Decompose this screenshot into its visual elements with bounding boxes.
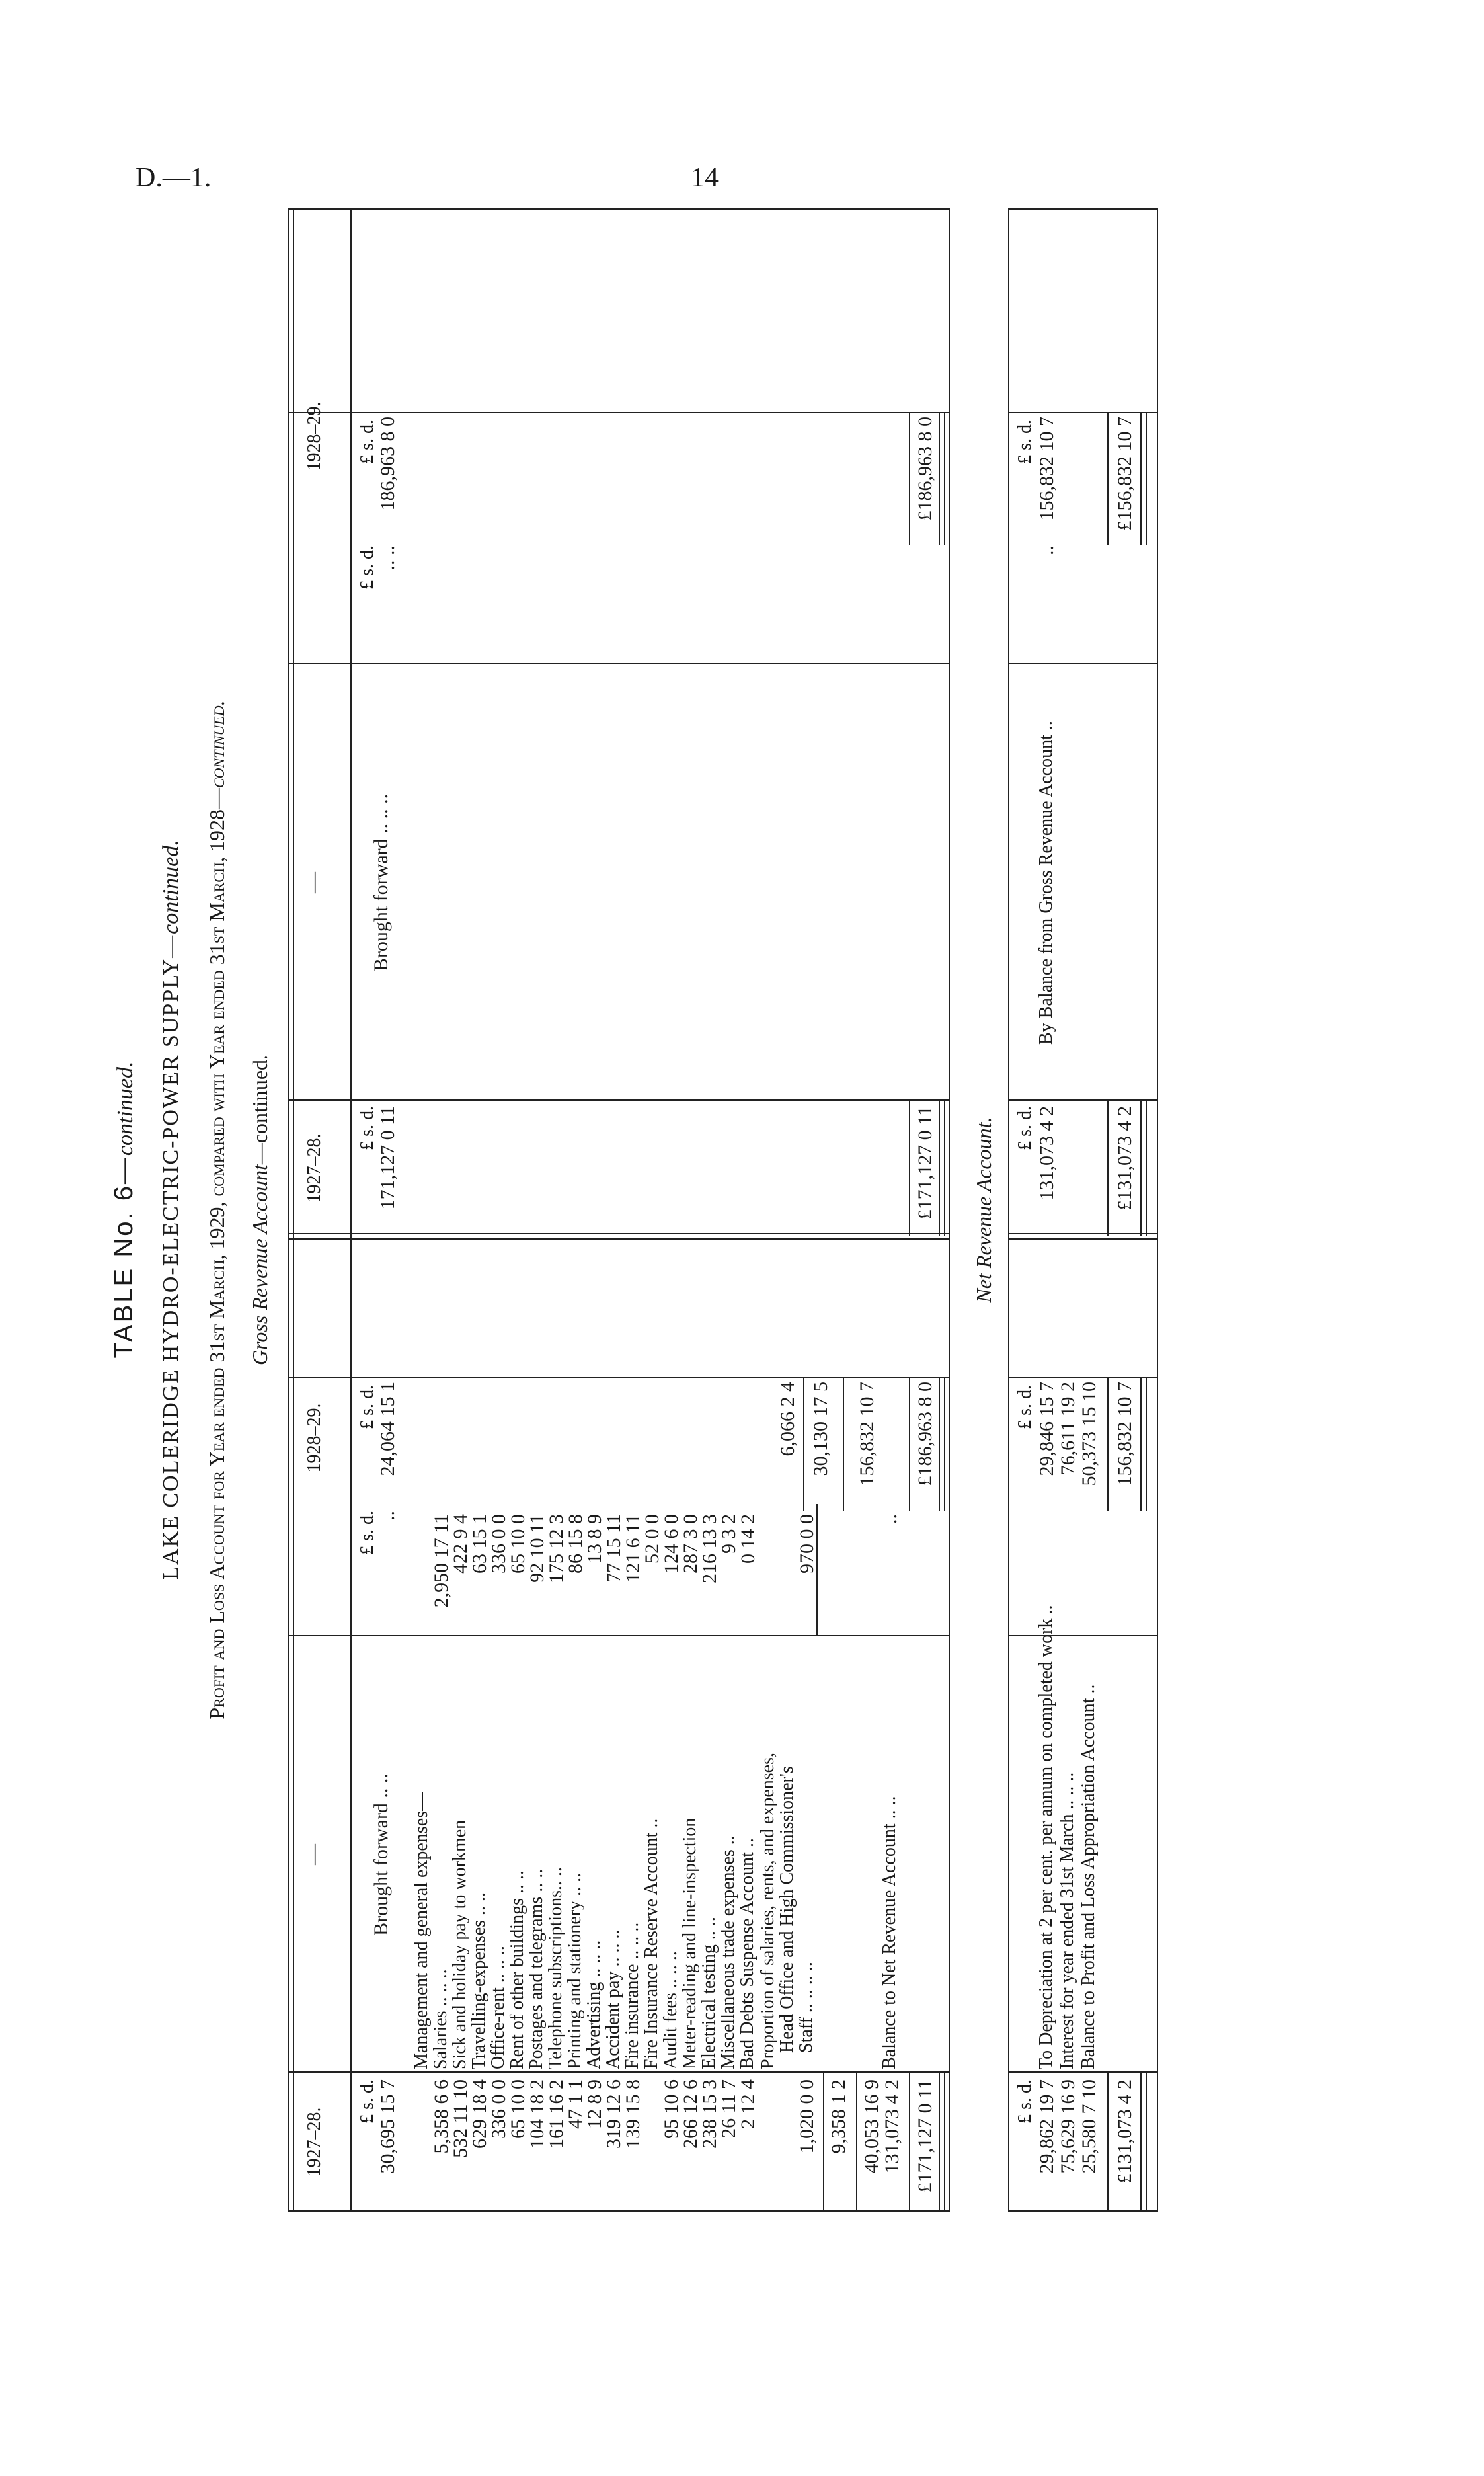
row-prev-value: 532 11 10 [449, 2079, 471, 2158]
gross-header-rule [350, 208, 352, 2212]
page-reference: D.—1. [136, 163, 212, 193]
net-border [1008, 208, 1157, 210]
col-divider [1008, 1099, 1157, 1101]
sub-prev: 9,358 1 2 [828, 2079, 849, 2154]
hdr-left-1927: 1927–28. [304, 2107, 325, 2177]
total-rule [1107, 413, 1109, 545]
r-total-cur: £186,963 8 0 [914, 417, 936, 521]
page-number: 14 [691, 163, 719, 193]
row-cur-value: 86 15 8 [565, 1514, 586, 1574]
hdr-left-1929: 1928–29. [304, 1403, 325, 1473]
row-prev-value: 47 1 1 [565, 2079, 586, 2129]
prop-prev: 1,020 0 0 [796, 2079, 818, 2154]
row-cur-value: 9 3 2 [718, 1514, 740, 1554]
row-label: Advertising .. .. .. [584, 1940, 604, 2069]
row-cur-value: 336 0 0 [488, 1514, 510, 1574]
net-top-border [1008, 208, 1009, 2212]
row-prev-value: 629 18 4 [469, 2079, 490, 2149]
net-r-prev: 131,073 4 2 [1036, 1106, 1058, 1201]
lsd-label: £ s. d. [1015, 1106, 1035, 1150]
prop-cur: 970 0 0 [796, 1514, 818, 1574]
row-prev-value: 2 12 4 [737, 2079, 759, 2129]
row-label: Office-rent .. .. .. [488, 1946, 508, 2069]
prop-label-2: Head Office and High Commissioner's [777, 1766, 797, 2053]
row-cur-value: 422 9 4 [449, 1514, 471, 1574]
row-cur-value: 13 8 9 [584, 1514, 605, 1564]
col-divider [1008, 1377, 1157, 1378]
net-r-total-prev: £131,073 4 2 [1114, 1106, 1136, 1211]
prop-label-1: Proportion of salaries, rents, and expenses, [758, 1753, 778, 2069]
net-row-label: To Depreciation at 2 per cent. per annum on completed work .. [1036, 1605, 1056, 2069]
r-total-prev: £171,127 0 11 [914, 1106, 936, 1220]
hdr-left-desc: — [301, 1844, 325, 1865]
bal-cur: 156,832 10 7 [856, 1382, 878, 1486]
total-rule [909, 1101, 910, 1236]
col-divider [1008, 412, 1157, 413]
bal-label: Balance to Net Revenue Account .. .. [879, 1796, 900, 2069]
r-bf-prev: 171,127 0 11 [377, 1106, 399, 1210]
row-prev-value: 238 15 3 [699, 2079, 721, 2149]
total-double-rule [939, 2073, 945, 2212]
net-row-prev-value: 29,862 19 7 [1036, 2079, 1058, 2174]
bf-dots: .. [377, 1511, 399, 1521]
total-rule [909, 413, 910, 545]
total-rule [1107, 1378, 1109, 1511]
row-prev-value: 12 8 9 [584, 2079, 605, 2129]
hdr-right-1929: 1928–29. [304, 401, 325, 471]
lsd-label: £ s. d. [357, 2079, 377, 2124]
net-r-total-cur: £156,832 10 7 [1114, 417, 1136, 531]
net-r-label: By Balance from Gross Revenue Account .. [1036, 721, 1056, 1045]
col-divider [288, 1377, 949, 1378]
total-double-rule [1140, 2073, 1147, 2212]
account-title: Profit and Loss Account for Year ended 31st March, 1929, compared with Year ended 31st March, 1928—continued. [205, 700, 229, 1720]
row-prev-value: 104 18 2 [526, 2079, 548, 2149]
prop-label-3: Staff .. .. .. .. [796, 1962, 816, 2053]
lsd-label: £ s. d. [1015, 420, 1035, 464]
row-label: Telephone subscriptions.. .. [545, 1867, 566, 2069]
row-label: Electrical testing .. .. [699, 1917, 719, 2069]
lsd-label: £ s. d. [357, 1106, 377, 1150]
total-double-rule [1140, 1378, 1147, 1511]
net-row-label: Balance to Profit and Loss Appropriation Account .. [1078, 1684, 1099, 2069]
net-bottom-border [1157, 208, 1158, 2212]
gross-account-title: Gross Revenue Account—continued. [248, 1054, 272, 1366]
row-prev-value: 161 16 2 [545, 2079, 567, 2149]
table-title: TABLE No. 6—continued. [109, 1061, 138, 1359]
r-bf-label: Brought forward .. .. .. [370, 793, 392, 972]
net-r-dots: .. [1036, 545, 1058, 555]
row-cur-value: 63 15 1 [469, 1514, 490, 1574]
lsd-label: £ s. d. [1015, 1385, 1035, 1429]
supply-title: LAKE COLERIDGE HYDRO-ELECTRIC-POWER SUPPLY—continued. [159, 840, 183, 1580]
col-divider [1008, 663, 1157, 664]
row-label: Travelling-expenses .. .. [469, 1892, 489, 2069]
row-cur-value: 175 12 3 [545, 1514, 567, 1583]
bf-label: Brought forward .. .. [370, 1773, 392, 1936]
net-row-cur-value: 76,611 19 2 [1057, 1382, 1079, 1476]
col-divider [288, 412, 949, 413]
bal-dots: .. [879, 1514, 901, 1524]
row-label: Sick and holiday pay to workmen [449, 1819, 470, 2069]
row-prev-value: 95 10 6 [660, 2079, 682, 2139]
total-double-rule [939, 413, 945, 545]
total-rule [909, 2073, 910, 2212]
net-r-cur: 156,832 10 7 [1036, 417, 1058, 521]
net-row-prev-value: 25,580 7 10 [1078, 2079, 1100, 2174]
row-label: Rent of other buildings .. .. [507, 1870, 527, 2069]
total-rule [1107, 2073, 1109, 2212]
total-rule [1107, 1101, 1109, 1236]
rotated-table [89, 208, 1312, 2212]
r-bf-cur: 186,963 8 0 [377, 417, 399, 511]
lsd-label: £ s. d. [357, 1511, 377, 1555]
net-total-prev: £131,073 4 2 [1114, 2079, 1136, 2184]
total-prev: £171,127 0 11 [914, 2079, 936, 2193]
bal-prev-b: 131,073 4 2 [881, 2079, 903, 2174]
r-bf-dots: .. .. [377, 545, 399, 571]
row-label: Meter-reading and line-inspection [680, 1817, 700, 2069]
lsd-label: £ s. d. [357, 1385, 377, 1429]
row-prev-value: 26 11 7 [718, 2079, 740, 2138]
gross-top-border [288, 208, 294, 2212]
net-row-cur-value: 50,373 15 10 [1078, 1382, 1100, 1486]
sub-rule [803, 1378, 804, 1511]
row-cur-value: 0 14 2 [737, 1514, 759, 1564]
net-total-cur: 156,832 10 7 [1114, 1382, 1136, 1486]
row-prev-value: 336 0 0 [488, 2079, 510, 2139]
row-label: Bad Debts Suspense Account .. [737, 1838, 758, 2069]
row-cur-value: 124 6 0 [660, 1514, 682, 1574]
row-label: Audit fees .. .. .. [660, 1951, 681, 2069]
sub-total-cur: 30,130 17 5 [810, 1382, 832, 1476]
row-cur-value: 287 3 0 [680, 1514, 701, 1574]
row-label: Miscellaneous trade expenses .. [718, 1835, 738, 2069]
lsd-label: £ s. d. [357, 420, 377, 464]
row-prev-value: 65 10 0 [507, 2079, 529, 2139]
row-cur-value: 216 13 3 [699, 1514, 721, 1583]
net-row-prev-value: 75,629 16 9 [1057, 2079, 1079, 2174]
bf-cur: 24,064 15 1 [377, 1382, 399, 1476]
row-label: Fire Insurance Reserve Account .. [641, 1818, 662, 2069]
bal-rule [856, 2073, 857, 2212]
row-cur-value: 65 10 0 [507, 1514, 529, 1574]
hdr-right-desc: — [301, 872, 325, 893]
row-prev-value: 5,358 6 6 [430, 2079, 452, 2154]
net-title: Net Revenue Account. [972, 1117, 996, 1303]
lsd-label: £ s. d. [357, 545, 377, 590]
row-cur-value: 121 6 11 [622, 1514, 644, 1583]
total-cur: £186,963 8 0 [914, 1382, 936, 1486]
row-label: Fire insurance .. .. .. [622, 1922, 643, 2069]
row-cur-value: 92 10 11 [526, 1514, 548, 1583]
row-label: Accident pay .. .. .. [603, 1929, 623, 2069]
row-prev-value: 266 12 6 [680, 2079, 701, 2149]
row-cur-value: 52 0 0 [641, 1514, 663, 1564]
total-double-rule [1140, 1101, 1147, 1236]
total-rule [909, 1378, 910, 1511]
gross-bottom-border [949, 208, 950, 2212]
row-prev-value: 139 15 8 [622, 2079, 644, 2149]
bal-rule [843, 1378, 844, 1511]
row-prev-value: 319 12 6 [603, 2079, 625, 2149]
total-double-rule [939, 1101, 945, 1236]
bf-prev: 30,695 15 7 [377, 2079, 399, 2174]
row-label: Printing and stationery .. .. [565, 1872, 585, 2069]
gross-right-border [288, 208, 949, 210]
net-row-label: Interest for year ended 31st March .. .. .. [1057, 1772, 1077, 2069]
row-label: Postages and telegrams .. .. [526, 1868, 547, 2069]
sub-rule [823, 2073, 824, 2212]
row-cur-value: 77 15 11 [603, 1514, 625, 1583]
col-divider [1008, 1635, 1157, 1636]
sub-rule [816, 1504, 818, 1636]
total-double-rule [939, 1378, 945, 1511]
net-row-cur-value: 29,846 15 7 [1036, 1382, 1058, 1476]
bal-prev-a: 40,053 16 9 [861, 2079, 882, 2174]
row-cur-value: 2,950 17 11 [430, 1514, 452, 1608]
lsd-label: £ s. d. [1015, 2079, 1035, 2124]
prop-total: 6,066 2 4 [777, 1382, 799, 1457]
hdr-right-1927: 1927–28. [304, 1133, 325, 1203]
total-double-rule [1140, 413, 1147, 545]
mgmt-heading: Management and general expenses— [411, 1792, 432, 2069]
row-label: Salaries .. .. .. [430, 1969, 451, 2069]
col-divider [1008, 2071, 1157, 2073]
